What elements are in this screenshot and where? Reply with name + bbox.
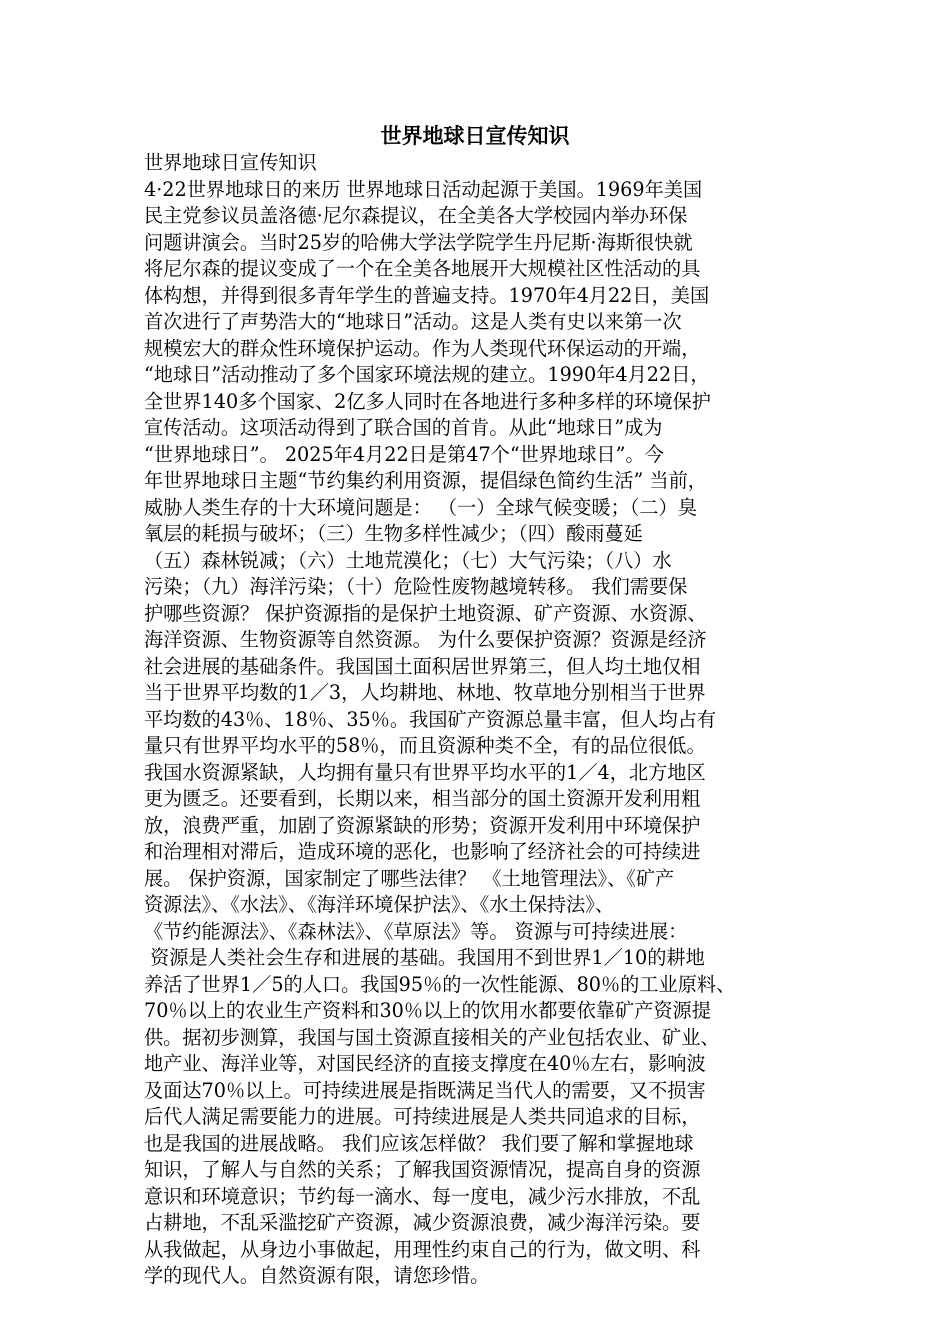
body-line: 平均数的43％、18％、35％。我国矿产资源总量丰富，但人均占有 — [144, 707, 717, 731]
body-line: 放，浪费严重，加剧了资源紧缺的形势；资源开发利用中环境保护 — [144, 813, 701, 837]
body-line: 宣传活动。这项活动得到了联合国的首肯。从此“地球日”成为 — [144, 416, 663, 439]
body-line: “世界地球日”。 2025年4月22日是第47个“世界地球日”。今 — [144, 442, 664, 466]
body-line: 从我做起，从身边小事做起，用理性约束自己的行为，做文明、科 — [144, 1237, 701, 1261]
body-line: 及面达70％以上。可持续进展是指既满足当代人的需要，又不损害 — [144, 1078, 706, 1102]
body-line: （五）森林锐减；（六）土地荒漠化；（七）大气污染；（八）水 — [144, 548, 672, 572]
document-title: 世界地球日宣传知识 — [380, 124, 570, 148]
body-line: 和治理相对滞后，造成环境的恶化，也影响了经济社会的可持续进 — [144, 840, 701, 863]
body-line: 体构想，并得到很多青年学生的普遍支持。1970年4月22日，美国 — [144, 283, 710, 307]
body-line: 也是我国的进展战略。 我们应该怎样做？ 我们要了解和掌握地球 — [144, 1131, 694, 1155]
body-line: 护哪些资源？ 保护资源指的是保护土地资源、矿产资源、水资源、 — [144, 601, 707, 625]
body-line: 氧层的耗损与破坏；（三）生物多样性减少；（四）酸雨蔓延 — [144, 522, 643, 545]
body-line: 年世界地球日主题“节约集约利用资源，提倡绿色简约生活” 当前， — [144, 469, 707, 492]
body-line: 资源法》、《水法》、《海洋环境保护法》、《水土保持法》、 — [144, 893, 615, 916]
body-line: 4·22世界地球日的来历 世界地球日活动起源于美国。1969年美国 — [144, 177, 703, 201]
body-line: 规模宏大的群众性环境保护运动。作为人类现代环保运动的开端， — [144, 336, 701, 360]
body-line: 学的现代人。自然资源有限，请您珍惜。 — [144, 1264, 490, 1287]
body-line: “地球日”活动推动了多个国家环境法规的建立。1990年4月22日， — [144, 363, 710, 386]
body-line: 知识，了解人与自然的关系；了解我国资源情况，提高自身的资源 — [144, 1158, 701, 1181]
body-line: 供。据初步测算，我国与国土资源直接相关的产业包括农业、矿业、 — [144, 1025, 720, 1049]
document-subtitle: 世界地球日宣传知识 — [144, 151, 317, 174]
body-line: 海洋资源、生物资源等自然资源。 为什么要保护资源？资源是经济 — [144, 628, 707, 651]
body-line: 更为匮乏。还要看到，长期以来，相当部分的国土资源开发利用粗 — [144, 787, 701, 810]
body-line: 资源是人类社会生存和进展的基础。我国用不到世界1／10的耕地 — [144, 946, 705, 969]
document-body — [144, 150, 824, 1290]
body-line: 后代人满足需要能力的进展。可持续进展是人类共同追求的目标， — [144, 1105, 701, 1128]
body-line: 威胁人类生存的十大环境问题是： （一）全球气候变暖；（二）臭 — [144, 495, 697, 519]
body-line: 占耕地，不乱采滥挖矿产资源，减少资源浪费，减少海洋污染。要 — [144, 1211, 701, 1234]
body-line: 我国水资源紧缺，人均拥有量只有世界平均水平的1／4，北方地区 — [144, 760, 706, 784]
body-line: 全世界140多个国家、2亿多人同时在各地进行多种多样的环境保护 — [144, 389, 711, 413]
body-line: 社会进展的基础条件。我国国土面积居世界第三，但人均土地仅相 — [144, 654, 701, 678]
body-line: 养活了世界1／5的人口。我国95％的一次性能源、80％的工业原料、 — [144, 972, 736, 996]
body-line: 意识和环境意识；节约每一滴水、每一度电，减少污水排放，不乱 — [144, 1184, 701, 1208]
body-line: 首次进行了声势浩大的“地球日”活动。这是人类有史以来第一次 — [144, 310, 682, 333]
body-line: 民主党参议员盖洛德·尼尔森提议，在全美各大学校园内举办环保 — [144, 204, 688, 227]
body-line: 当于世界平均数的1／3，人均耕地、林地、牧草地分别相当于世界 — [144, 681, 706, 704]
body-line: 展。 保护资源，国家制定了哪些法律？ 《土地管理法》、《矿产 — [144, 866, 675, 890]
body-line: 污染；（九）海洋污染；（十）危险性废物越境转移。 我们需要保 — [144, 575, 688, 598]
body-line: 问题讲演会。当时25岁的哈佛大学法学院学生丹尼斯·海斯很快就 — [144, 230, 693, 254]
body-line: 《节约能源法》、《森林法》、《草原法》等。 资源与可持续进展： — [144, 919, 688, 943]
body-line: 地产业、海洋业等，对国民经济的直接支撑度在40％左右，影响波 — [144, 1052, 706, 1075]
body-line: 将尼尔森的提议变成了一个在全美各地展开大规模社区性活动的具 — [144, 257, 701, 280]
body-line: 70％以上的农业生产资料和30％以上的饮用水都要依靠矿产资源提 — [144, 999, 711, 1022]
body-line: 量只有世界平均水平的58％，而且资源种类不全，有的品位很低。 — [144, 734, 706, 757]
